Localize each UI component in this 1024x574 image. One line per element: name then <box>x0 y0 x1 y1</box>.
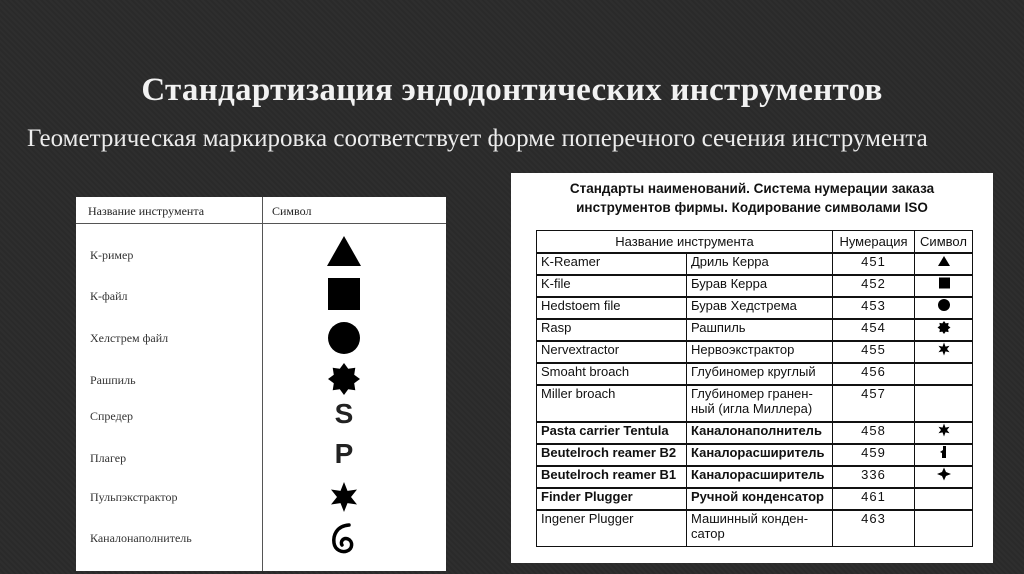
row-symbol-cell <box>915 510 973 547</box>
row-number: 459 <box>833 444 915 466</box>
column-divider <box>262 197 263 571</box>
diamond-star-icon <box>936 467 952 481</box>
left-row-name: К-ример <box>90 248 134 262</box>
table-row <box>537 341 973 363</box>
table-row <box>537 253 973 275</box>
row-english-name: Beutelroch reamer B2 <box>537 444 687 466</box>
row-symbol-cell <box>915 341 973 363</box>
table-row <box>537 510 973 547</box>
table-row <box>537 275 973 297</box>
row-russian-name: Нервоэкстрактор <box>687 341 833 363</box>
letter-s-symbol: S <box>334 398 354 429</box>
row-russian-name: Глубиномер круглый <box>687 363 833 385</box>
row-symbol-cell <box>915 253 973 275</box>
row-english-name: Smoaht broach <box>537 363 687 385</box>
table-row <box>537 385 973 422</box>
row-english-name: Ingener Plugger <box>537 510 687 547</box>
row-number: 456 <box>833 363 915 385</box>
row-english-name: Miller broach <box>537 385 687 422</box>
left-header-name: Название инструмента <box>88 204 205 218</box>
row-english-name: Finder Plugger <box>537 488 687 510</box>
row-number: 461 <box>833 488 915 510</box>
row-russian-name: Бурав Керра <box>687 275 833 297</box>
triangle-icon <box>324 233 364 271</box>
table-row <box>537 444 973 466</box>
left-row-name: Рашпиль <box>90 373 136 387</box>
header-symbol: Символ <box>915 231 973 253</box>
row-english-name: Hedstoem file <box>537 297 687 319</box>
row-number: 453 <box>833 297 915 319</box>
spiral-icon <box>324 520 364 558</box>
row-russian-name: Каналорасширитель <box>687 444 833 466</box>
row-number: 455 <box>833 341 915 363</box>
row-english-name: K-Reamer <box>537 253 687 275</box>
left-row-name: Плагер <box>90 451 127 465</box>
row-russian-name: Ручной конденсатор <box>687 488 833 510</box>
row-russian-name: Каналорасширитель <box>687 466 833 488</box>
square-icon <box>324 275 364 313</box>
row-russian-name: Глубиномер гранен-ный (игла Миллера) <box>687 385 833 422</box>
iso-numbering-table <box>536 230 973 547</box>
right-table-heading-line2: инструментов фирмы. Кодирование символами ISO <box>576 200 928 215</box>
slide-subtitle: Геометрическая маркировка соответствует форме поперечного сечения инструмента <box>27 125 928 152</box>
star8-icon <box>936 320 952 334</box>
star6-icon <box>936 423 952 437</box>
row-symbol-cell <box>915 363 973 385</box>
header-divider <box>76 223 446 224</box>
left-header-symbol: Символ <box>272 204 312 218</box>
row-russian-name: Каналонаполнитель <box>687 422 833 444</box>
star8-icon <box>324 360 364 398</box>
circle-icon <box>936 298 952 312</box>
left-row-name: Пульпэкстрактор <box>90 490 178 504</box>
row-english-name: K-file <box>537 275 687 297</box>
left-symbol-table <box>76 197 446 571</box>
row-symbol-cell <box>915 466 973 488</box>
row-russian-name: Рашпиль <box>687 319 833 341</box>
row-english-name: Pasta carrier Tentula <box>537 422 687 444</box>
row-number: 452 <box>833 275 915 297</box>
left-row-name: Хелстрем файл <box>90 331 169 345</box>
letter-p-symbol: P <box>334 438 354 469</box>
row-symbol-cell <box>915 319 973 341</box>
row-number: 451 <box>833 253 915 275</box>
row-symbol-cell <box>915 275 973 297</box>
table-row <box>537 297 973 319</box>
star6-icon <box>324 478 364 516</box>
row-number: 457 <box>833 385 915 422</box>
row-english-name: Rasp <box>537 319 687 341</box>
left-row-name: Каналонаполнитель <box>90 531 192 545</box>
table-row <box>537 363 973 385</box>
row-symbol-cell <box>915 488 973 510</box>
triangle-icon <box>936 254 952 268</box>
row-english-name: Beutelroch reamer B1 <box>537 466 687 488</box>
table-row <box>537 319 973 341</box>
table-row <box>537 422 973 444</box>
star6-icon <box>936 342 952 356</box>
row-number: 454 <box>833 319 915 341</box>
row-russian-name: Дриль Керра <box>687 253 833 275</box>
right-table-heading-line1: Стандарты наименований. Система нумерации заказа <box>569 181 935 196</box>
row-english-name: Nervextractor <box>537 341 687 363</box>
square-icon <box>936 276 952 290</box>
row-number: 463 <box>833 510 915 547</box>
row-symbol-cell <box>915 385 973 422</box>
row-russian-name: Бурав Хедстрема <box>687 297 833 319</box>
row-number: 336 <box>833 466 915 488</box>
left-row-name: К-файл <box>90 289 128 303</box>
left-row-name: Спредер <box>90 409 134 423</box>
row-symbol-cell <box>915 444 973 466</box>
row-symbol-cell <box>915 422 973 444</box>
right-iso-table-panel <box>511 173 993 563</box>
table-row <box>537 488 973 510</box>
flag-icon <box>936 445 952 459</box>
row-number: 458 <box>833 422 915 444</box>
table-row <box>537 466 973 488</box>
row-symbol-cell <box>915 297 973 319</box>
header-instrument-name: Название инструмента <box>537 231 833 253</box>
slide-title: Стандартизация эндодонтических инструментов <box>141 72 883 108</box>
row-russian-name: Машинный конден-сатор <box>687 510 833 547</box>
header-numbering: Нумерация <box>833 231 915 253</box>
circle-icon <box>324 319 364 357</box>
